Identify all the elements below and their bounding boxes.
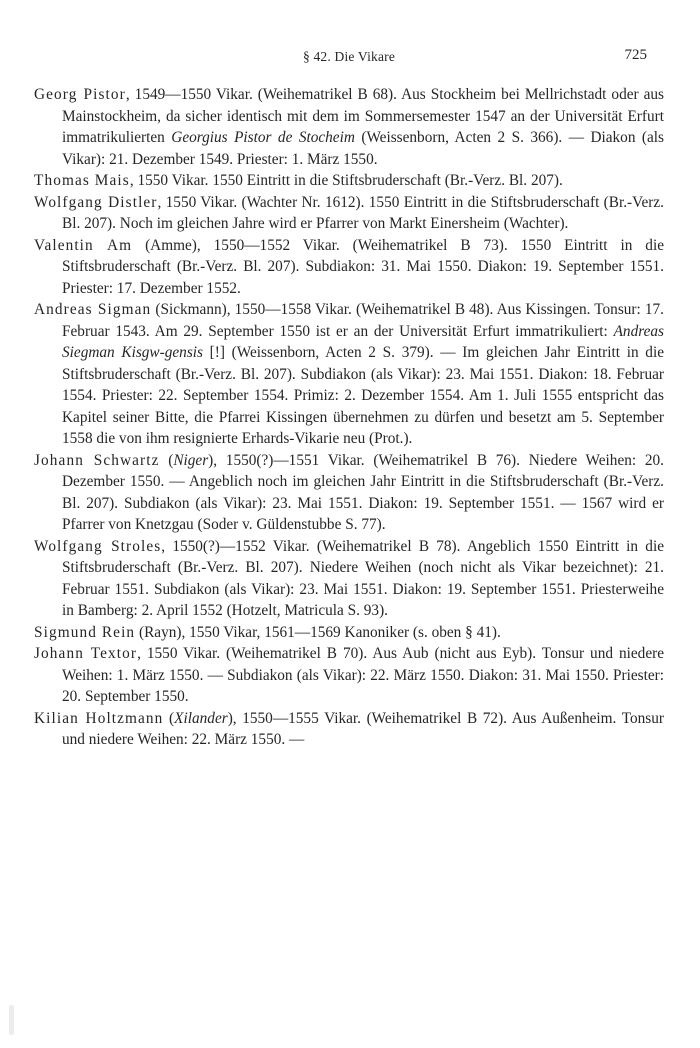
register-entry <box>34 192 664 235</box>
person-name: Johann Textor <box>34 645 138 662</box>
person-name: Andreas Sigman <box>34 301 152 318</box>
register-entry <box>34 84 664 170</box>
register-entry <box>34 170 664 192</box>
person-name: Georg Pistor <box>34 86 126 103</box>
page-number: 725 <box>624 47 647 63</box>
entry-text: [!] (Weissenborn, Acten 2 S. 379). — Im gleichen Jahr Eintritt in die Stiftsbruderschaft (Br.-Verz. Bl. 207). Subdiakon (als Vikar): 23. Mai 1551. Diakon: 18. Februar 1554. Priester: 22. September 1554. Primiz: 2. Dezember 1554. Am 1. Juli 1555 entspricht das Kapitel seiner Bitte, die Pfarrei Kissingen übernehmen zu dürfen und besetzt am 5. September 1558 die von ihm resignierte Erhards-Vikarie neu (Prot.). <box>62 344 664 447</box>
entry-text: , 1550(?)—1552 Vikar. (Weihematrikel B 78). Angeblich 1550 Eintritt in die Stiftsbruderschaft (Br.-Verz. Bl. 207). Niedere Weihen (noch nicht als Vikar bezeichnet): 21. Februar 1551. Subdiakon (als Vikar): 23. Mai 1551. Diakon: 19. September 1551. Priesterweihe in Bamberg: 2. April 1552 (Hotzelt, Matricula S. 93). <box>62 537 664 619</box>
entry-text: (Rayn), 1550 Vikar, 1561—1569 Kanoniker (s. oben § 41). <box>135 623 501 641</box>
scan-artifact <box>9 1005 14 1035</box>
italic-citation: Georgius Pistor de Stocheim <box>171 129 355 146</box>
person-name: Sigmund Rein <box>34 623 136 641</box>
entry-text: , 1550 Vikar. (Wachter Nr. 1612). 1550 Eintritt in die Stiftsbruderschaft (Br.-Verz. Bl. 207). Noch im gleichen Jahre wird er Pfarrer von Markt Einersheim (Wachter). <box>62 193 664 232</box>
person-name: Valentin Am <box>34 236 133 254</box>
register-entry <box>34 708 664 751</box>
register-entry <box>34 643 664 708</box>
register-entry <box>34 622 664 644</box>
entry-text: (Amme), 1550—1552 Vikar. (Weihematrikel B 73). 1550 Eintritt in die Stiftsbruderschaft (Br.-Verz. Bl. 207). Subdiakon: 31. Mai 1550. Diakon: 19. September 1551. Priester: 17. Dezember 1552. <box>62 236 664 297</box>
italic-citation: Xilander <box>174 709 228 727</box>
person-name: Thomas Mais <box>34 172 130 189</box>
register-entry <box>34 299 664 450</box>
person-name: Johann Schwartz <box>34 451 160 469</box>
italic-citation: Niger <box>173 451 209 469</box>
entry-text: , 1549—1550 Vikar. (Weihematrikel B 68). Aus Stockheim bei Mellrichstadt oder aus Mainstockheim, da sicher identisch mit dem im Sommersemester 1547 an der Universität Erfurt immatrikulierten <box>62 86 664 146</box>
entry-text: (Weissenborn, Acten 2 S. 366). — Diakon (als Vikar): 21. Dezember 1549. Priester: 1. März 1550. <box>62 129 665 168</box>
register-entry <box>34 235 664 300</box>
register-entry <box>34 450 664 536</box>
running-head <box>34 47 664 69</box>
entry-text: ), 1550(?)—1551 Vikar. (Weihematrikel B 76). Niedere Weihen: 20. Dezember 1550. — Angeblich noch im gleichen Jahr Eintritt in die Stiftsbruderschaft (Br.-Verz. Bl. 207). Subdiakon (als Vikar): 23. Mai 1551. Diakon: 19. September 1551. — 1567 wird er Pfarrer von Knetzgau (Soder v. Güldenstubbe S. 77). <box>62 451 664 533</box>
section-title: § 42. Die Vikare <box>302 49 396 64</box>
entry-text: ( <box>163 709 175 727</box>
entry-text: , 1550 Vikar. (Weihematrikel B 70). Aus Aub (nicht aus Eyb). Tonsur und niedere Weihen: 1. März 1550. — Subdiakon (als Vikar): 22. März 1550. Diakon: 31. Mai 1550. Priester: 20. September 1550. <box>62 645 664 705</box>
entry-text: , 1550 Vikar. 1550 Eintritt in die Stiftsbruderschaft (Br.-Verz. Bl. 207). <box>129 172 563 189</box>
entry-text: ( <box>159 451 174 469</box>
person-name: Kilian Holtzmann <box>34 709 164 727</box>
person-name: Wolfgang Distler <box>34 193 158 211</box>
entry-list <box>34 84 664 751</box>
register-entry <box>34 536 664 622</box>
italic-citation: Andreas Siegman Kisgw-gensis <box>62 322 664 361</box>
person-name: Wolfgang Stroles <box>34 537 162 555</box>
entry-text: ), 1550—1555 Vikar. (Weihematrikel B 72). Aus Außenheim. Tonsur und niedere Weihen: 22. März 1550. — <box>62 709 664 748</box>
entry-text: (Sickmann), 1550—1558 Vikar. (Weihematrikel B 48). Aus Kissingen. Tonsur: 17. Februar 1543. Am 29. September 1550 ist er an der Universität Erfurt immatrikuliert: <box>62 301 665 340</box>
